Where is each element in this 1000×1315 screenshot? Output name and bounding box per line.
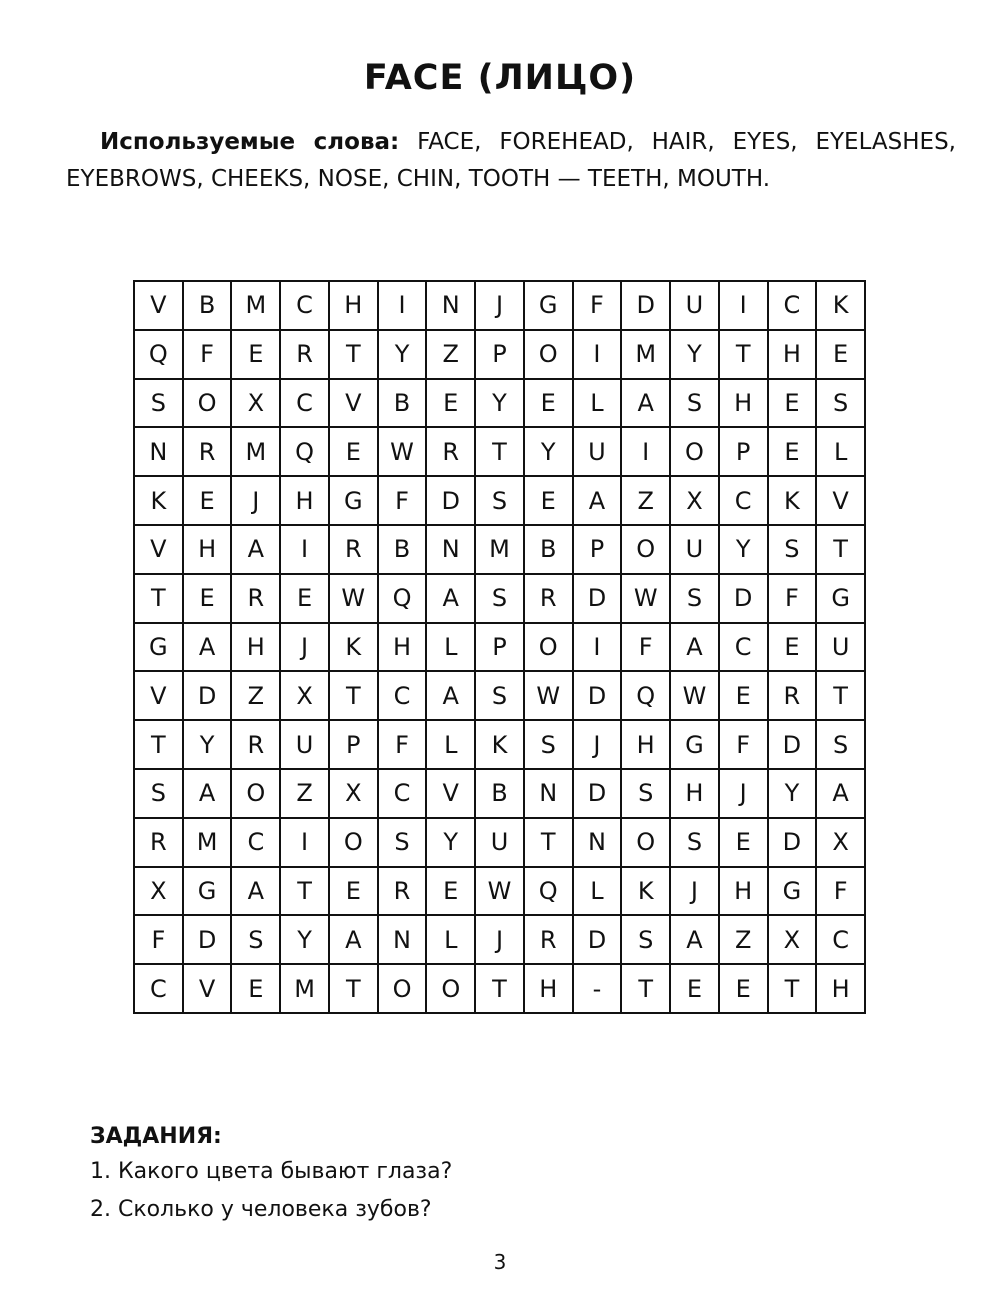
grid-cell[interactable]: E bbox=[817, 331, 866, 380]
grid-cell[interactable]: U bbox=[281, 721, 330, 770]
grid-cell[interactable]: H bbox=[720, 868, 769, 917]
grid-cell[interactable]: E bbox=[671, 965, 720, 1014]
grid-cell[interactable]: K bbox=[817, 282, 866, 331]
grid-cell[interactable]: A bbox=[184, 770, 233, 819]
grid-cell[interactable]: X bbox=[769, 916, 818, 965]
task-item: 1. Какого цвета бывают глаза? bbox=[90, 1159, 453, 1184]
grid-cell[interactable]: Y bbox=[769, 770, 818, 819]
grid-cell[interactable]: C bbox=[379, 770, 428, 819]
grid-cell[interactable]: O bbox=[671, 428, 720, 477]
grid-cell[interactable]: K bbox=[622, 868, 671, 917]
grid-cell[interactable]: E bbox=[184, 575, 233, 624]
grid-cell[interactable]: W bbox=[622, 575, 671, 624]
grid-cell[interactable]: M bbox=[622, 331, 671, 380]
grid-cell[interactable]: P bbox=[476, 331, 525, 380]
grid-cell[interactable]: J bbox=[574, 721, 623, 770]
grid-cell[interactable]: W bbox=[379, 428, 428, 477]
grid-cell[interactable]: B bbox=[525, 526, 574, 575]
grid-cell[interactable]: X bbox=[281, 672, 330, 721]
grid-cell[interactable]: F bbox=[574, 282, 623, 331]
grid-cell[interactable]: L bbox=[574, 868, 623, 917]
grid-cell[interactable]: F bbox=[379, 721, 428, 770]
grid-cell[interactable]: T bbox=[135, 721, 184, 770]
grid-cell[interactable]: Y bbox=[379, 331, 428, 380]
grid-cell[interactable]: C bbox=[379, 672, 428, 721]
grid-cell[interactable]: L bbox=[427, 624, 476, 673]
grid-cell[interactable]: F bbox=[817, 868, 866, 917]
grid-cell[interactable]: F bbox=[135, 916, 184, 965]
grid-cell[interactable]: X bbox=[671, 477, 720, 526]
grid-cell[interactable]: O bbox=[330, 819, 379, 868]
grid-cell[interactable]: A bbox=[574, 477, 623, 526]
grid-cell[interactable]: G bbox=[135, 624, 184, 673]
grid-cell[interactable]: S bbox=[622, 770, 671, 819]
grid-cell[interactable]: A bbox=[622, 380, 671, 429]
grid-cell[interactable]: T bbox=[281, 868, 330, 917]
grid-cell[interactable]: H bbox=[184, 526, 233, 575]
grid-cell[interactable]: Y bbox=[671, 331, 720, 380]
grid-cell[interactable]: A bbox=[427, 575, 476, 624]
used-words-paragraph bbox=[66, 124, 956, 198]
grid-cell[interactable]: G bbox=[817, 575, 866, 624]
grid-cell[interactable]: K bbox=[476, 721, 525, 770]
grid-cell[interactable]: S bbox=[525, 721, 574, 770]
grid-cell[interactable]: U bbox=[476, 819, 525, 868]
grid-cell[interactable]: W bbox=[525, 672, 574, 721]
grid-cell[interactable]: L bbox=[427, 721, 476, 770]
grid-cell[interactable]: E bbox=[720, 819, 769, 868]
grid-cell[interactable]: S bbox=[817, 721, 866, 770]
grid-cell[interactable]: J bbox=[232, 477, 281, 526]
grid-cell[interactable]: T bbox=[330, 672, 379, 721]
grid-cell[interactable]: T bbox=[525, 819, 574, 868]
grid-cell[interactable]: X bbox=[330, 770, 379, 819]
grid-cell[interactable]: G bbox=[525, 282, 574, 331]
grid-cell[interactable]: T bbox=[330, 965, 379, 1014]
grid-cell[interactable]: D bbox=[574, 575, 623, 624]
grid-cell[interactable]: O bbox=[379, 965, 428, 1014]
grid-cell[interactable]: H bbox=[232, 624, 281, 673]
grid-cell[interactable]: O bbox=[622, 819, 671, 868]
grid-cell[interactable]: X bbox=[135, 868, 184, 917]
grid-cell[interactable]: D bbox=[574, 916, 623, 965]
grid-cell[interactable]: O bbox=[232, 770, 281, 819]
grid-cell[interactable]: D bbox=[769, 721, 818, 770]
grid-cell[interactable]: E bbox=[330, 868, 379, 917]
grid-cell[interactable]: Y bbox=[476, 380, 525, 429]
grid-cell[interactable]: W bbox=[330, 575, 379, 624]
grid-cell[interactable]: D bbox=[427, 477, 476, 526]
grid-cell[interactable]: T bbox=[720, 331, 769, 380]
grid-cell[interactable]: O bbox=[525, 624, 574, 673]
grid-cell[interactable]: I bbox=[574, 624, 623, 673]
grid-cell[interactable]: D bbox=[720, 575, 769, 624]
grid-cell[interactable]: K bbox=[135, 477, 184, 526]
grid-cell[interactable]: V bbox=[135, 526, 184, 575]
grid-cell[interactable]: G bbox=[769, 868, 818, 917]
grid-cell[interactable]: S bbox=[135, 770, 184, 819]
grid-cell[interactable]: T bbox=[769, 965, 818, 1014]
grid-cell[interactable]: M bbox=[232, 428, 281, 477]
grid-cell[interactable]: T bbox=[330, 331, 379, 380]
grid-cell[interactable]: A bbox=[232, 526, 281, 575]
grid-cell[interactable]: P bbox=[330, 721, 379, 770]
grid-cell[interactable]: H bbox=[769, 331, 818, 380]
grid-cell[interactable]: C bbox=[817, 916, 866, 965]
grid-cell[interactable]: X bbox=[232, 380, 281, 429]
grid-cell[interactable]: V bbox=[184, 965, 233, 1014]
grid-cell[interactable]: F bbox=[622, 624, 671, 673]
grid-cell[interactable]: G bbox=[330, 477, 379, 526]
grid-cell[interactable]: I bbox=[379, 282, 428, 331]
grid-cell[interactable]: E bbox=[232, 331, 281, 380]
grid-cell[interactable]: Z bbox=[232, 672, 281, 721]
grid-cell[interactable]: A bbox=[671, 624, 720, 673]
grid-cell[interactable]: H bbox=[622, 721, 671, 770]
grid-cell[interactable]: N bbox=[427, 282, 476, 331]
grid-cell[interactable]: R bbox=[281, 331, 330, 380]
grid-cell[interactable]: D bbox=[769, 819, 818, 868]
grid-cell[interactable]: E bbox=[769, 380, 818, 429]
grid-cell[interactable]: H bbox=[525, 965, 574, 1014]
grid-cell[interactable]: N bbox=[574, 819, 623, 868]
grid-cell[interactable]: M bbox=[184, 819, 233, 868]
grid-cell[interactable]: E bbox=[720, 965, 769, 1014]
grid-cell[interactable]: C bbox=[769, 282, 818, 331]
grid-cell[interactable]: T bbox=[476, 428, 525, 477]
grid-cell[interactable]: H bbox=[671, 770, 720, 819]
grid-cell[interactable]: S bbox=[622, 916, 671, 965]
grid-cell[interactable]: Y bbox=[427, 819, 476, 868]
grid-cell[interactable]: H bbox=[379, 624, 428, 673]
grid-cell[interactable]: T bbox=[817, 672, 866, 721]
grid-cell[interactable]: O bbox=[184, 380, 233, 429]
grid-cell[interactable]: L bbox=[574, 380, 623, 429]
grid-cell[interactable]: I bbox=[622, 428, 671, 477]
grid-cell[interactable]: D bbox=[184, 916, 233, 965]
grid-cell[interactable]: E bbox=[769, 624, 818, 673]
grid-cell[interactable]: E bbox=[184, 477, 233, 526]
grid-cell[interactable]: C bbox=[232, 819, 281, 868]
grid-cell[interactable]: B bbox=[379, 380, 428, 429]
grid-cell[interactable]: Q bbox=[525, 868, 574, 917]
grid-cell[interactable]: R bbox=[135, 819, 184, 868]
grid-cell[interactable]: T bbox=[817, 526, 866, 575]
grid-cell[interactable]: Q bbox=[379, 575, 428, 624]
grid-cell[interactable]: U bbox=[574, 428, 623, 477]
used-words-label: Используемые слова: bbox=[100, 129, 400, 155]
grid-cell[interactable]: F bbox=[720, 721, 769, 770]
grid-cell[interactable]: D bbox=[574, 672, 623, 721]
grid-cell[interactable]: N bbox=[525, 770, 574, 819]
grid-cell[interactable]: R bbox=[330, 526, 379, 575]
grid-cell[interactable]: S bbox=[476, 575, 525, 624]
grid-cell[interactable]: A bbox=[817, 770, 866, 819]
grid-cell[interactable]: B bbox=[379, 526, 428, 575]
grid-cell[interactable]: N bbox=[379, 916, 428, 965]
grid-cell[interactable]: Q bbox=[622, 672, 671, 721]
grid-cell[interactable]: E bbox=[330, 428, 379, 477]
grid-cell[interactable]: Y bbox=[525, 428, 574, 477]
grid-cell[interactable]: Y bbox=[720, 526, 769, 575]
grid-cell[interactable]: S bbox=[232, 916, 281, 965]
grid-cell[interactable]: R bbox=[232, 721, 281, 770]
grid-cell[interactable]: Z bbox=[427, 331, 476, 380]
grid-cell[interactable]: C bbox=[281, 380, 330, 429]
grid-cell[interactable]: S bbox=[476, 672, 525, 721]
grid-cell[interactable]: D bbox=[622, 282, 671, 331]
grid-cell[interactable]: D bbox=[184, 672, 233, 721]
grid-cell[interactable]: R bbox=[769, 672, 818, 721]
grid-cell[interactable]: I bbox=[281, 819, 330, 868]
grid-cell[interactable]: T bbox=[135, 575, 184, 624]
grid-cell[interactable]: E bbox=[720, 672, 769, 721]
grid-cell[interactable]: H bbox=[330, 282, 379, 331]
grid-cell[interactable]: E bbox=[281, 575, 330, 624]
grid-cell[interactable]: M bbox=[476, 526, 525, 575]
grid-cell[interactable]: - bbox=[574, 965, 623, 1014]
grid-cell[interactable]: Q bbox=[135, 331, 184, 380]
grid-cell[interactable]: S bbox=[135, 380, 184, 429]
grid-cell[interactable]: T bbox=[476, 965, 525, 1014]
grid-cell[interactable]: P bbox=[476, 624, 525, 673]
grid-cell[interactable]: T bbox=[622, 965, 671, 1014]
grid-cell[interactable]: Y bbox=[281, 916, 330, 965]
task-item: 2. Сколько у человека зубов? bbox=[90, 1197, 432, 1222]
grid-cell[interactable]: H bbox=[817, 965, 866, 1014]
grid-cell[interactable]: N bbox=[135, 428, 184, 477]
grid-cell[interactable]: P bbox=[720, 428, 769, 477]
grid-cell[interactable]: A bbox=[184, 624, 233, 673]
grid-cell[interactable]: A bbox=[671, 916, 720, 965]
grid-cell[interactable]: L bbox=[427, 916, 476, 965]
grid-cell[interactable]: E bbox=[769, 428, 818, 477]
grid-cell[interactable]: R bbox=[184, 428, 233, 477]
grid-cell[interactable]: E bbox=[427, 380, 476, 429]
grid-cell[interactable]: V bbox=[135, 282, 184, 331]
grid-cell[interactable]: V bbox=[135, 672, 184, 721]
grid-cell[interactable]: K bbox=[769, 477, 818, 526]
grid-cell[interactable]: F bbox=[769, 575, 818, 624]
grid-cell[interactable]: J bbox=[281, 624, 330, 673]
grid-cell[interactable]: J bbox=[671, 868, 720, 917]
grid-cell[interactable]: U bbox=[671, 526, 720, 575]
grid-cell[interactable]: E bbox=[525, 477, 574, 526]
grid-cell[interactable]: I bbox=[720, 282, 769, 331]
grid-cell[interactable]: C bbox=[720, 477, 769, 526]
grid-cell[interactable]: R bbox=[525, 916, 574, 965]
grid-cell[interactable]: R bbox=[525, 575, 574, 624]
grid-cell[interactable]: R bbox=[427, 428, 476, 477]
grid-cell[interactable]: J bbox=[476, 916, 525, 965]
grid-cell[interactable]: S bbox=[671, 575, 720, 624]
grid-cell[interactable]: I bbox=[281, 526, 330, 575]
grid-cell[interactable]: F bbox=[379, 477, 428, 526]
grid-cell[interactable]: R bbox=[232, 575, 281, 624]
grid-cell[interactable]: Z bbox=[622, 477, 671, 526]
grid-cell[interactable]: U bbox=[671, 282, 720, 331]
grid-cell[interactable]: A bbox=[427, 672, 476, 721]
grid-cell[interactable]: G bbox=[184, 868, 233, 917]
tasks-heading: ЗАДАНИЯ: bbox=[90, 1124, 222, 1149]
grid-cell[interactable]: N bbox=[427, 526, 476, 575]
grid-cell[interactable]: O bbox=[525, 331, 574, 380]
grid-cell[interactable]: S bbox=[379, 819, 428, 868]
grid-cell[interactable]: O bbox=[427, 965, 476, 1014]
grid-cell[interactable]: E bbox=[427, 868, 476, 917]
grid-cell[interactable]: O bbox=[622, 526, 671, 575]
grid-cell[interactable]: F bbox=[184, 331, 233, 380]
grid-cell[interactable]: A bbox=[330, 916, 379, 965]
grid-cell[interactable]: S bbox=[817, 380, 866, 429]
tasks-list bbox=[90, 1153, 452, 1229]
grid-cell[interactable]: X bbox=[817, 819, 866, 868]
grid-cell[interactable]: U bbox=[817, 624, 866, 673]
grid-cell[interactable]: S bbox=[671, 380, 720, 429]
grid-cell[interactable]: B bbox=[476, 770, 525, 819]
page-number: 3 bbox=[493, 1250, 507, 1274]
grid-cell[interactable]: W bbox=[476, 868, 525, 917]
grid-cell[interactable]: Q bbox=[281, 428, 330, 477]
page-title: FACE (ЛИЦО) bbox=[363, 58, 637, 98]
grid-cell[interactable]: S bbox=[769, 526, 818, 575]
grid-cell[interactable]: I bbox=[574, 331, 623, 380]
used-words-list: FACE, FOREHEAD, HAIR, EYES, EYELASHES, EYEBROWS, CHEEKS, NOSE, CHIN, TOOTH — TEETH, MOUTH. bbox=[66, 129, 956, 192]
grid-cell[interactable]: G bbox=[671, 721, 720, 770]
grid-cell[interactable]: V bbox=[427, 770, 476, 819]
grid-cell[interactable]: J bbox=[476, 282, 525, 331]
grid-cell[interactable]: J bbox=[720, 770, 769, 819]
grid-cell[interactable]: D bbox=[574, 770, 623, 819]
grid-cell[interactable]: C bbox=[720, 624, 769, 673]
grid-cell[interactable]: Y bbox=[184, 721, 233, 770]
grid-cell[interactable]: E bbox=[525, 380, 574, 429]
grid-cell[interactable]: P bbox=[574, 526, 623, 575]
grid-cell[interactable]: Z bbox=[720, 916, 769, 965]
grid-cell[interactable]: A bbox=[232, 868, 281, 917]
grid-cell[interactable]: V bbox=[817, 477, 866, 526]
grid-cell[interactable]: E bbox=[232, 965, 281, 1014]
grid-cell[interactable]: S bbox=[476, 477, 525, 526]
grid-cell[interactable]: C bbox=[135, 965, 184, 1014]
grid-cell[interactable]: V bbox=[330, 380, 379, 429]
word-search-grid bbox=[133, 280, 866, 1014]
grid-cell[interactable]: M bbox=[281, 965, 330, 1014]
grid-cell[interactable]: H bbox=[281, 477, 330, 526]
grid-cell[interactable]: R bbox=[379, 868, 428, 917]
grid-cell[interactable]: Z bbox=[281, 770, 330, 819]
grid-cell[interactable]: K bbox=[330, 624, 379, 673]
grid-cell[interactable]: C bbox=[281, 282, 330, 331]
grid-cell[interactable]: L bbox=[817, 428, 866, 477]
grid-cell[interactable]: B bbox=[184, 282, 233, 331]
grid-cell[interactable]: S bbox=[671, 819, 720, 868]
grid-cell[interactable]: H bbox=[720, 380, 769, 429]
grid-cell[interactable]: W bbox=[671, 672, 720, 721]
grid-cell[interactable]: M bbox=[232, 282, 281, 331]
